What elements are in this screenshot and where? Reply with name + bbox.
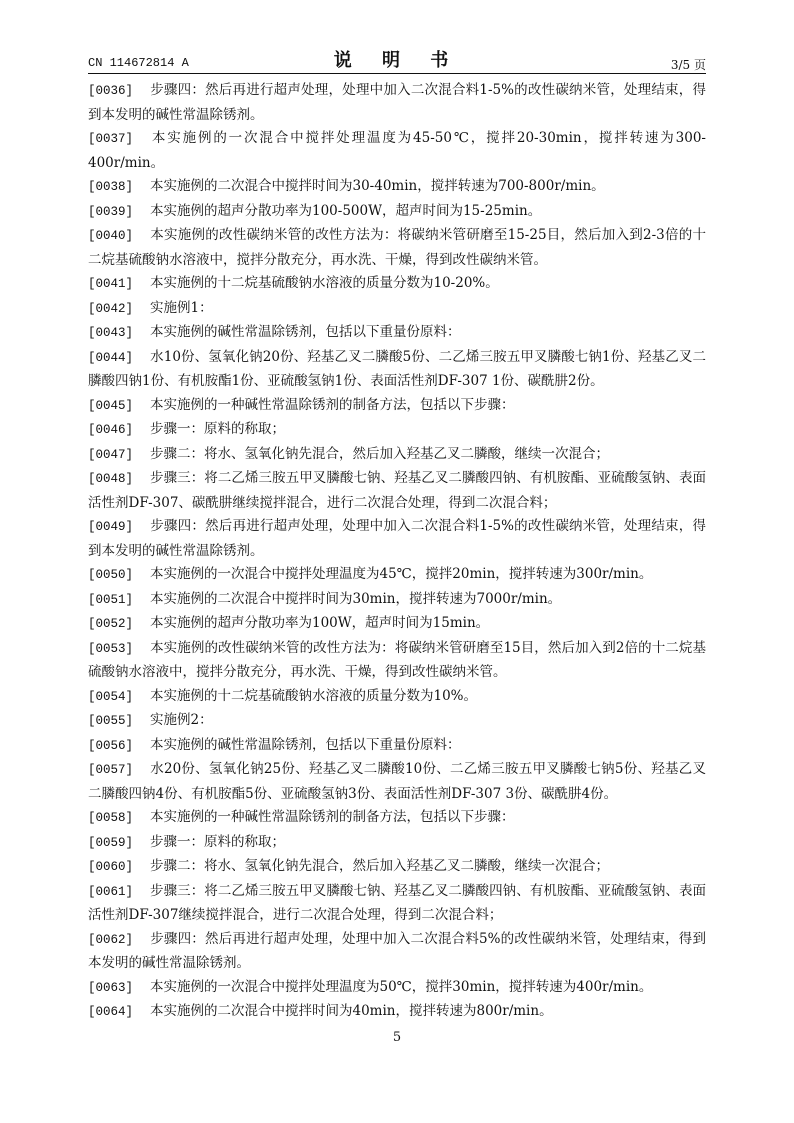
- paragraph-text: 本实施例的一次混合中搅拌处理温度为45-50℃，搅拌20-30min，搅拌转速为300-400r/min。: [88, 130, 706, 171]
- paragraph-number: [0058]: [88, 811, 134, 825]
- paragraph: [88, 758, 706, 806]
- paragraph: [88, 976, 706, 1001]
- paragraph-number: [0059]: [88, 835, 134, 850]
- page-header: [88, 46, 706, 72]
- paragraph-number: [0038]: [88, 180, 134, 194]
- paragraph-text: 本实施例的超声分散功率为100W，超声时间为15min。: [150, 615, 490, 631]
- paragraph-number: [0039]: [88, 204, 134, 219]
- page-indicator: 3/5 页: [670, 58, 706, 72]
- paragraph-text: 本实施例的一种碱性常温除锈剂的制备方法，包括以下步骤：: [150, 809, 515, 825]
- paragraph-number: [0045]: [88, 398, 134, 413]
- paragraph-text: 本实施例的碱性常温除锈剂，包括以下重量份原料：: [150, 736, 461, 753]
- paragraph-text: 步骤三：将二乙烯三胺五甲叉膦酸七钠、羟基乙叉二膦酸四钠、有机胺酯、亚硫酸氢钠、表面活性剂DF-307继续搅拌混合，进行二次混合处理，得到二次混合料；: [88, 882, 706, 923]
- paragraph-text: 水10份、氢氧化钠20份、羟基乙叉二膦酸5份、二乙烯三胺五甲叉膦酸七钠1份、羟基乙叉二膦酸四钠1份、有机胺酯1份、亚硫酸氢钠1份、表面活性剂DF-307 1份、碳酰肼2份。: [88, 348, 706, 389]
- paragraph: [88, 588, 706, 613]
- paragraph: [88, 418, 706, 443]
- paragraph-number: [0049]: [88, 520, 134, 534]
- paragraph-number: [0043]: [88, 326, 134, 340]
- document-number: CN 114672814 A: [88, 56, 189, 70]
- paragraph: [88, 831, 706, 856]
- paragraph-text: 本实施例的改性碳纳米管的改性方法为：将碳纳米管研磨至15-25目，然后加入到2-3倍的十二烷基硫酸钠水溶液中，搅拌分散充分，再水洗、干燥，得到改性碳纳米管。: [88, 227, 706, 268]
- paragraph: [88, 855, 706, 880]
- paragraph: [88, 297, 706, 322]
- paragraph-text: 本实施例的二次混合中搅拌时间为30-40min，搅拌转速为700-800r/min。: [150, 178, 605, 194]
- paragraph-text: 本实施例的二次混合中搅拌时间为30min，搅拌转速为7000r/min。: [150, 590, 562, 607]
- paragraph-text: 本实施例的一次混合中搅拌处理温度为45℃，搅拌20min，搅拌转速为300r/min。: [150, 566, 653, 582]
- paragraph: [88, 467, 706, 515]
- paragraph: [88, 709, 706, 734]
- paragraph-number: [0051]: [88, 592, 134, 607]
- paragraph-number: [0040]: [88, 229, 134, 243]
- paragraph: [88, 734, 706, 759]
- paragraph-text: 本实施例的二次混合中搅拌时间为40min，搅拌转速为800r/min。: [150, 1003, 553, 1019]
- paragraph-text: 水20份、氢氧化钠25份、羟基乙叉二膦酸10份、二乙烯三胺五甲叉膦酸七钠5份、羟基乙叉二膦酸四钠4份、有机胺酯5份、亚硫酸氢钠3份、表面活性剂DF-307 3份、碳酰肼4份。: [88, 761, 706, 802]
- paragraph-number: [0055]: [88, 714, 134, 728]
- paragraph-text: 本实施例的十二烷基硫酸钠水溶液的质量分数为10%。: [150, 687, 478, 704]
- paragraph: [88, 394, 706, 419]
- paragraph: [88, 685, 706, 710]
- paragraph-text: 步骤四：然后再进行超声处理，处理中加入二次混合料1-5%的改性碳纳米管，处理结束，得到本发明的碱性常温除锈剂。: [88, 82, 706, 123]
- paragraph-text: 步骤二：将水、氢氧化钠先混合，然后加入羟基乙叉二膦酸，继续一次混合；: [150, 858, 609, 874]
- paragraph: [88, 127, 706, 175]
- paragraph: [88, 346, 706, 394]
- paragraph: [88, 175, 706, 200]
- paragraph-number: [0053]: [88, 641, 134, 656]
- paragraph-text: 步骤一：原料的称取；: [150, 833, 285, 850]
- paragraph-text: 实施例1：: [150, 299, 213, 316]
- paragraph-number: [0057]: [88, 763, 134, 777]
- paragraph-number: [0037]: [88, 132, 134, 146]
- paragraph-text: 本实施例的一种碱性常温除锈剂的制备方法，包括以下步骤：: [150, 396, 515, 413]
- paragraph-text: 实施例2：: [150, 712, 213, 728]
- paragraph-number: [0060]: [88, 860, 134, 874]
- document-title: 说 明 书: [333, 50, 461, 71]
- paragraph: [88, 1000, 706, 1025]
- paragraph-text: 步骤四：然后再进行超声处理，处理中加入二次混合料5%的改性碳纳米管，处理结束，得到本发明的碱性常温除锈剂。: [88, 930, 706, 971]
- paragraph: [88, 79, 706, 127]
- paragraph-number: [0041]: [88, 277, 134, 291]
- page-number: 5: [392, 1030, 402, 1045]
- paragraph-number: [0063]: [88, 980, 134, 995]
- paragraph-number: [0036]: [88, 84, 134, 98]
- paragraph-number: [0061]: [88, 884, 134, 899]
- paragraph: [88, 612, 706, 637]
- paragraph-number: [0054]: [88, 689, 134, 704]
- paragraph: [88, 806, 706, 831]
- header-divider: [88, 73, 706, 74]
- paragraph-number: [0052]: [88, 617, 134, 631]
- paragraph-text: 本实施例的超声分散功率为100-500W，超声时间为15-25min。: [150, 202, 542, 219]
- paragraph-number: [0062]: [88, 932, 134, 947]
- paragraph-number: [0047]: [88, 447, 134, 462]
- paragraph: [88, 637, 706, 685]
- document-body: [88, 79, 706, 1025]
- paragraph: [88, 928, 706, 976]
- paragraph-text: 本实施例的十二烷基硫酸钠水溶液的质量分数为10-20%。: [150, 275, 499, 291]
- paragraph-text: 步骤一：原料的称取；: [150, 421, 285, 437]
- paragraph-text: 步骤四：然后再进行超声处理，处理中加入二次混合料1-5%的改性碳纳米管，处理结束，得到本发明的碱性常温除锈剂。: [88, 518, 706, 559]
- paragraph-text: 本实施例的碱性常温除锈剂，包括以下重量份原料：: [150, 324, 461, 340]
- paragraph: [88, 272, 706, 297]
- paragraph-text: 步骤三：将二乙烯三胺五甲叉膦酸七钠、羟基乙叉二膦酸四钠、有机胺酯、亚硫酸氢钠、表面活性剂DF-307、碳酰肼继续搅拌混合，进行二次混合处理，得到二次混合料；: [88, 470, 706, 511]
- paragraph: [88, 224, 706, 272]
- paragraph-number: [0056]: [88, 738, 134, 753]
- paragraph: [88, 563, 706, 588]
- paragraph-number: [0048]: [88, 472, 134, 486]
- paragraph-number: [0042]: [88, 301, 134, 316]
- paragraph: [88, 321, 706, 346]
- paragraph-number: [0046]: [88, 423, 134, 437]
- paragraph-number: [0044]: [88, 350, 134, 365]
- paragraph: [88, 515, 706, 563]
- paragraph-text: 本实施例的一次混合中搅拌处理温度为50℃，搅拌30min，搅拌转速为400r/min。: [150, 978, 653, 995]
- paragraph: [88, 200, 706, 225]
- paragraph-number: [0050]: [88, 568, 134, 582]
- paragraph-number: [0064]: [88, 1005, 134, 1019]
- paragraph: [88, 880, 706, 928]
- paragraph-text: 步骤二：将水、氢氧化钠先混合，然后加入羟基乙叉二膦酸，继续一次混合；: [150, 445, 609, 462]
- paragraph-text: 本实施例的改性碳纳米管的改性方法为：将碳纳米管研磨至15目，然后加入到2倍的十二烷基硫酸钠水溶液中，搅拌分散充分，再水洗、干燥，得到改性碳纳米管。: [88, 639, 706, 680]
- paragraph: [88, 443, 706, 468]
